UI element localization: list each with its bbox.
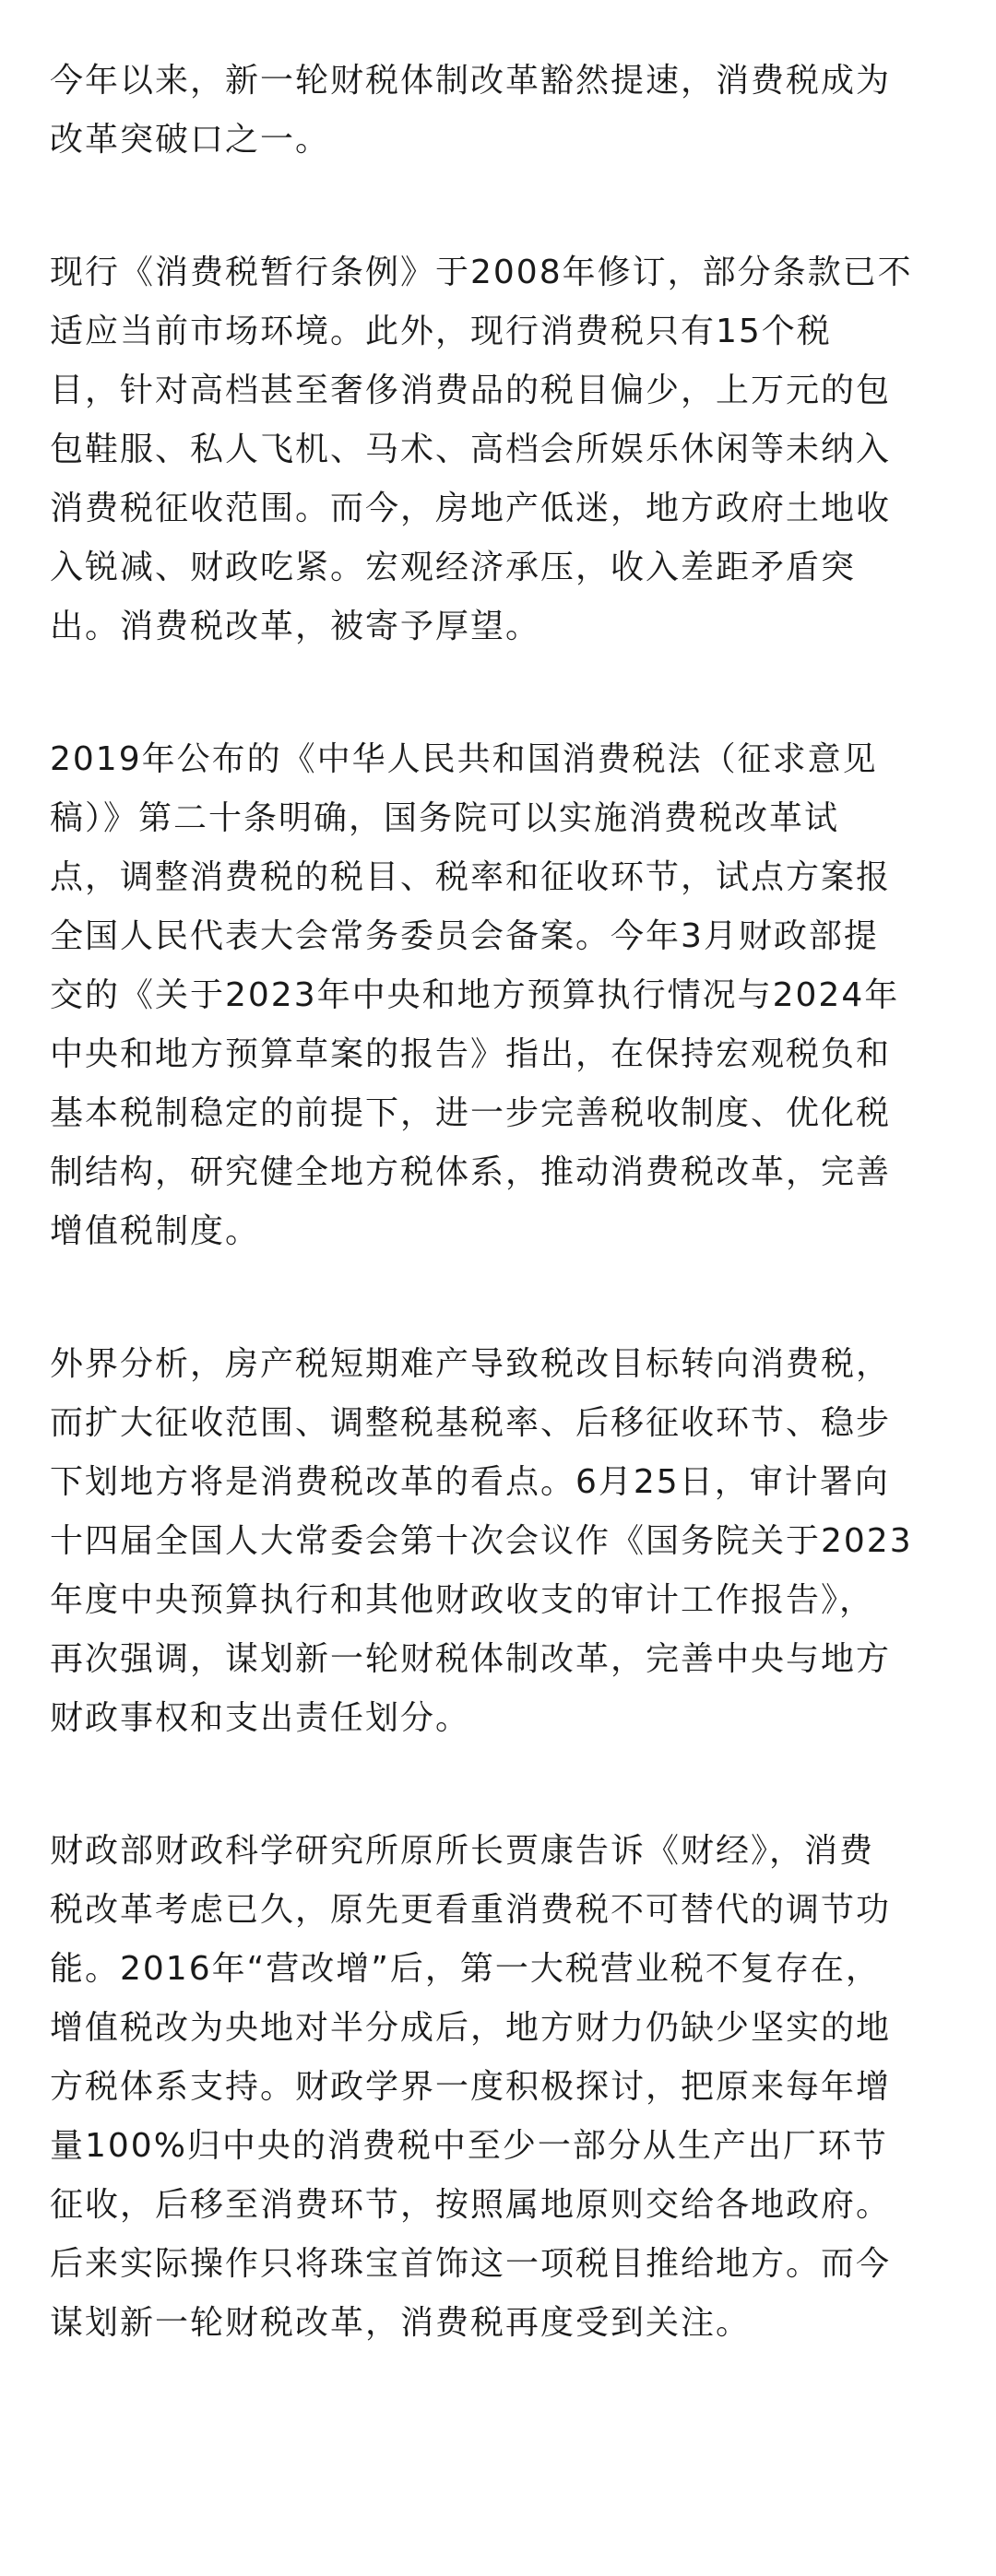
paragraph-2 xyxy=(50,243,954,656)
text-line: 年度中央预算执行和其他财政收支的审计工作报告》， xyxy=(50,1581,875,1619)
text-line: 财政事权和支出责任划分。 xyxy=(50,1699,471,1737)
text-line: 今年以来，新一轮财税体制改革豁然提速，消费税成为 xyxy=(50,62,892,100)
text-line: 目，针对高档甚至奢侈消费品的税目偏少，上万元的包 xyxy=(50,372,892,409)
text-line: 十四届全国人大常委会第十次会议作《国务院关于2023 xyxy=(50,1522,913,1560)
text-line: 再次强调，谋划新一轮财税体制改革，完善中央与地方 xyxy=(50,1640,892,1678)
text-line: 全国人民代表大会常务委员会备案。今年3月财政部提 xyxy=(50,917,879,955)
paragraph-5 xyxy=(50,1822,954,2353)
text-line: 外界分析，房产税短期难产导致税改目标转向消费税， xyxy=(50,1345,892,1383)
paragraph-1 xyxy=(50,52,954,170)
paragraph-4 xyxy=(50,1335,954,1748)
text-line: 能。2016年“营改增”后，第一大税营业税不复存在， xyxy=(50,1950,881,1988)
text-line: 而扩大征收范围、调整税基税率、后移征收环节、稳步 xyxy=(50,1404,892,1442)
text-line: 包鞋服、私人飞机、马术、高档会所娱乐休闲等未纳入 xyxy=(50,431,892,468)
paragraph-3 xyxy=(50,730,954,1261)
text-line: 税改革考虑已久，原先更看重消费税不可替代的调节功 xyxy=(50,1891,892,1929)
text-line: 后来实际操作只将珠宝首饰这一项税目推给地方。而今 xyxy=(50,2245,892,2283)
text-line: 消费税征收范围。而今，房地产低迷，地方政府土地收 xyxy=(50,490,892,527)
text-line: 基本税制稳定的前提下，进一步完善税收制度、优化税 xyxy=(50,1094,892,1132)
text-line: 2019年公布的《中华人民共和国消费税法（征求意见 xyxy=(50,740,878,778)
text-line: 中央和地方预算草案的报告》指出，在保持宏观税负和 xyxy=(50,1035,892,1073)
text-line: 谋划新一轮财税改革，消费税再度受到关注。 xyxy=(50,2304,752,2342)
text-line: 改革突破口之一。 xyxy=(50,121,331,159)
text-line: 出。消费税改革，被寄予厚望。 xyxy=(50,608,541,645)
text-line: 方税体系支持。财政学界一度积极探讨，把原来每年增 xyxy=(50,2068,892,2106)
text-line: 入锐减、财政吃紧。宏观经济承压，收入差距矛盾突 xyxy=(50,549,857,586)
text-line: 下划地方将是消费税改革的看点。6月25日，审计署向 xyxy=(50,1463,890,1501)
text-line: 适应当前市场环境。此外，现行消费税只有15个税 xyxy=(50,313,832,350)
text-line: 现行《消费税暂行条例》于2008年修订，部分条款已不 xyxy=(50,254,913,291)
text-line: 征收，后移至消费环节，按照属地原则交给各地政府。 xyxy=(50,2186,892,2224)
text-line: 稿）》第二十条明确，国务院可以实施消费税改革试 xyxy=(50,799,840,837)
text-line: 点，调整消费税的税目、税率和征收环节，试点方案报 xyxy=(50,858,892,896)
text-line: 制结构，研究健全地方税体系，推动消费税改革，完善 xyxy=(50,1153,892,1191)
text-line: 增值税改为央地对半分成后，地方财力仍缺少坚实的地 xyxy=(50,2009,892,2047)
text-line: 交的《关于2023年中央和地方预算执行情况与2024年 xyxy=(50,976,900,1014)
article-body xyxy=(50,52,954,2353)
text-line: 量100%归中央的消费税中至少一部分从生产出厂环节 xyxy=(50,2127,888,2165)
text-line: 增值税制度。 xyxy=(50,1212,261,1250)
text-line: 财政部财政科学研究所原所长贾康告诉《财经》，消费 xyxy=(50,1832,875,1870)
